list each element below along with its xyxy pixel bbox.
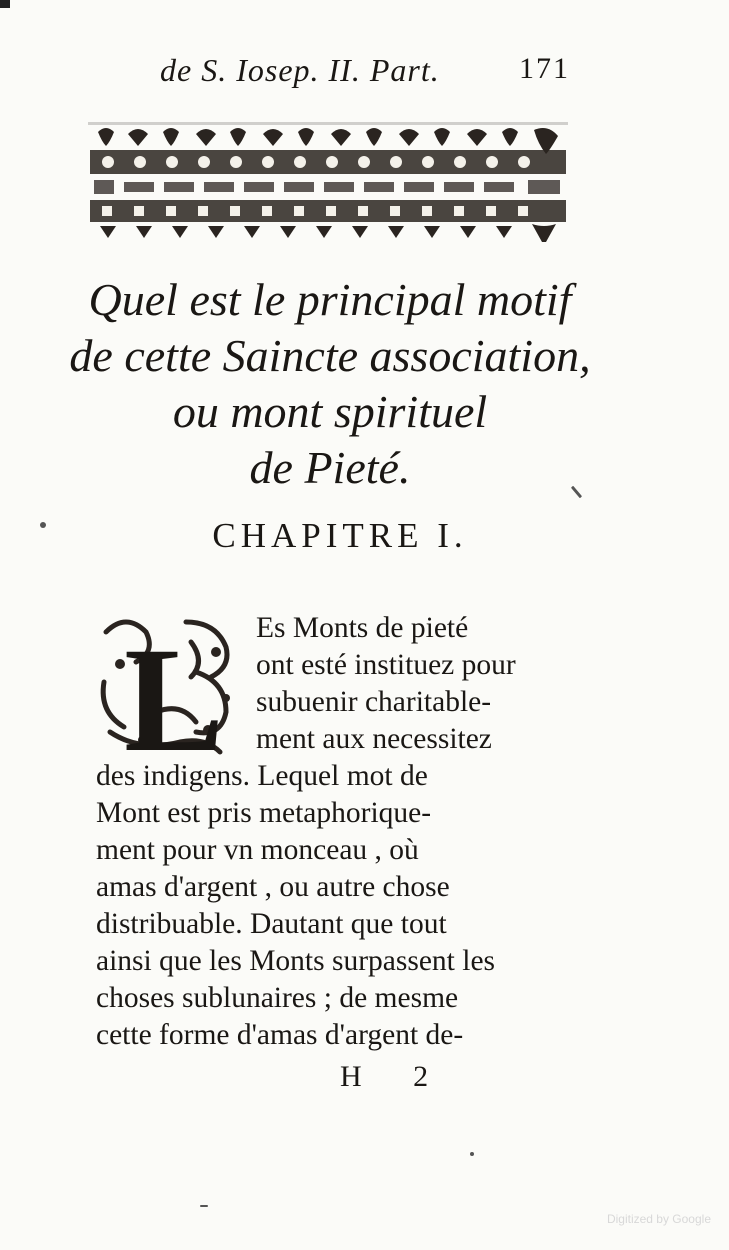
ink-speck — [40, 522, 46, 528]
heading-line: de Pieté. — [249, 442, 411, 493]
page-edge-mark — [0, 0, 10, 8]
headpiece-ornament — [88, 122, 568, 244]
body-text — [96, 610, 570, 1054]
page-number: 171 — [519, 52, 570, 85]
heading-line: ou mont spirituel — [172, 386, 488, 437]
body-line: choses sublunaires ; de mesme — [96, 982, 459, 1014]
heading-line: Quel est le principal motif — [88, 274, 572, 325]
running-head — [160, 52, 570, 92]
ink-speck — [470, 1152, 474, 1156]
body-line: ainsi que les Monts surpassent les — [96, 945, 496, 977]
signature-mark: H 2 — [340, 1060, 451, 1093]
chapter-title: CHAPITRE I. — [212, 516, 468, 555]
body-line: ment aux necessitez — [256, 723, 492, 755]
watermark: Digitized by Google — [606, 1212, 711, 1226]
body-line: ont esté instituez pour — [256, 649, 516, 681]
body-line: distribuable. Dautant que tout — [96, 908, 447, 940]
body-line: des indigens. Lequel mot de — [96, 760, 428, 792]
drop-cap-letter: L — [124, 617, 225, 760]
body-line: Mont est pris metaphorique- — [96, 797, 432, 829]
fleuron-row-bottom — [100, 224, 556, 242]
body-line: subuenir charitable- — [256, 686, 492, 718]
ink-speck — [200, 1205, 208, 1207]
heading-line: de cette Saincte association, — [69, 330, 591, 381]
body-line: amas d'argent , ou autre chose — [96, 871, 450, 903]
running-head-title: de S. Iosep. II. Part. — [160, 52, 440, 88]
section-heading — [60, 272, 600, 496]
body-line: ment pour vn monceau , où — [96, 834, 419, 866]
body-line: cette forme d'amas d'argent de- — [96, 1019, 464, 1051]
body-line: Es Monts de pieté — [256, 612, 469, 644]
